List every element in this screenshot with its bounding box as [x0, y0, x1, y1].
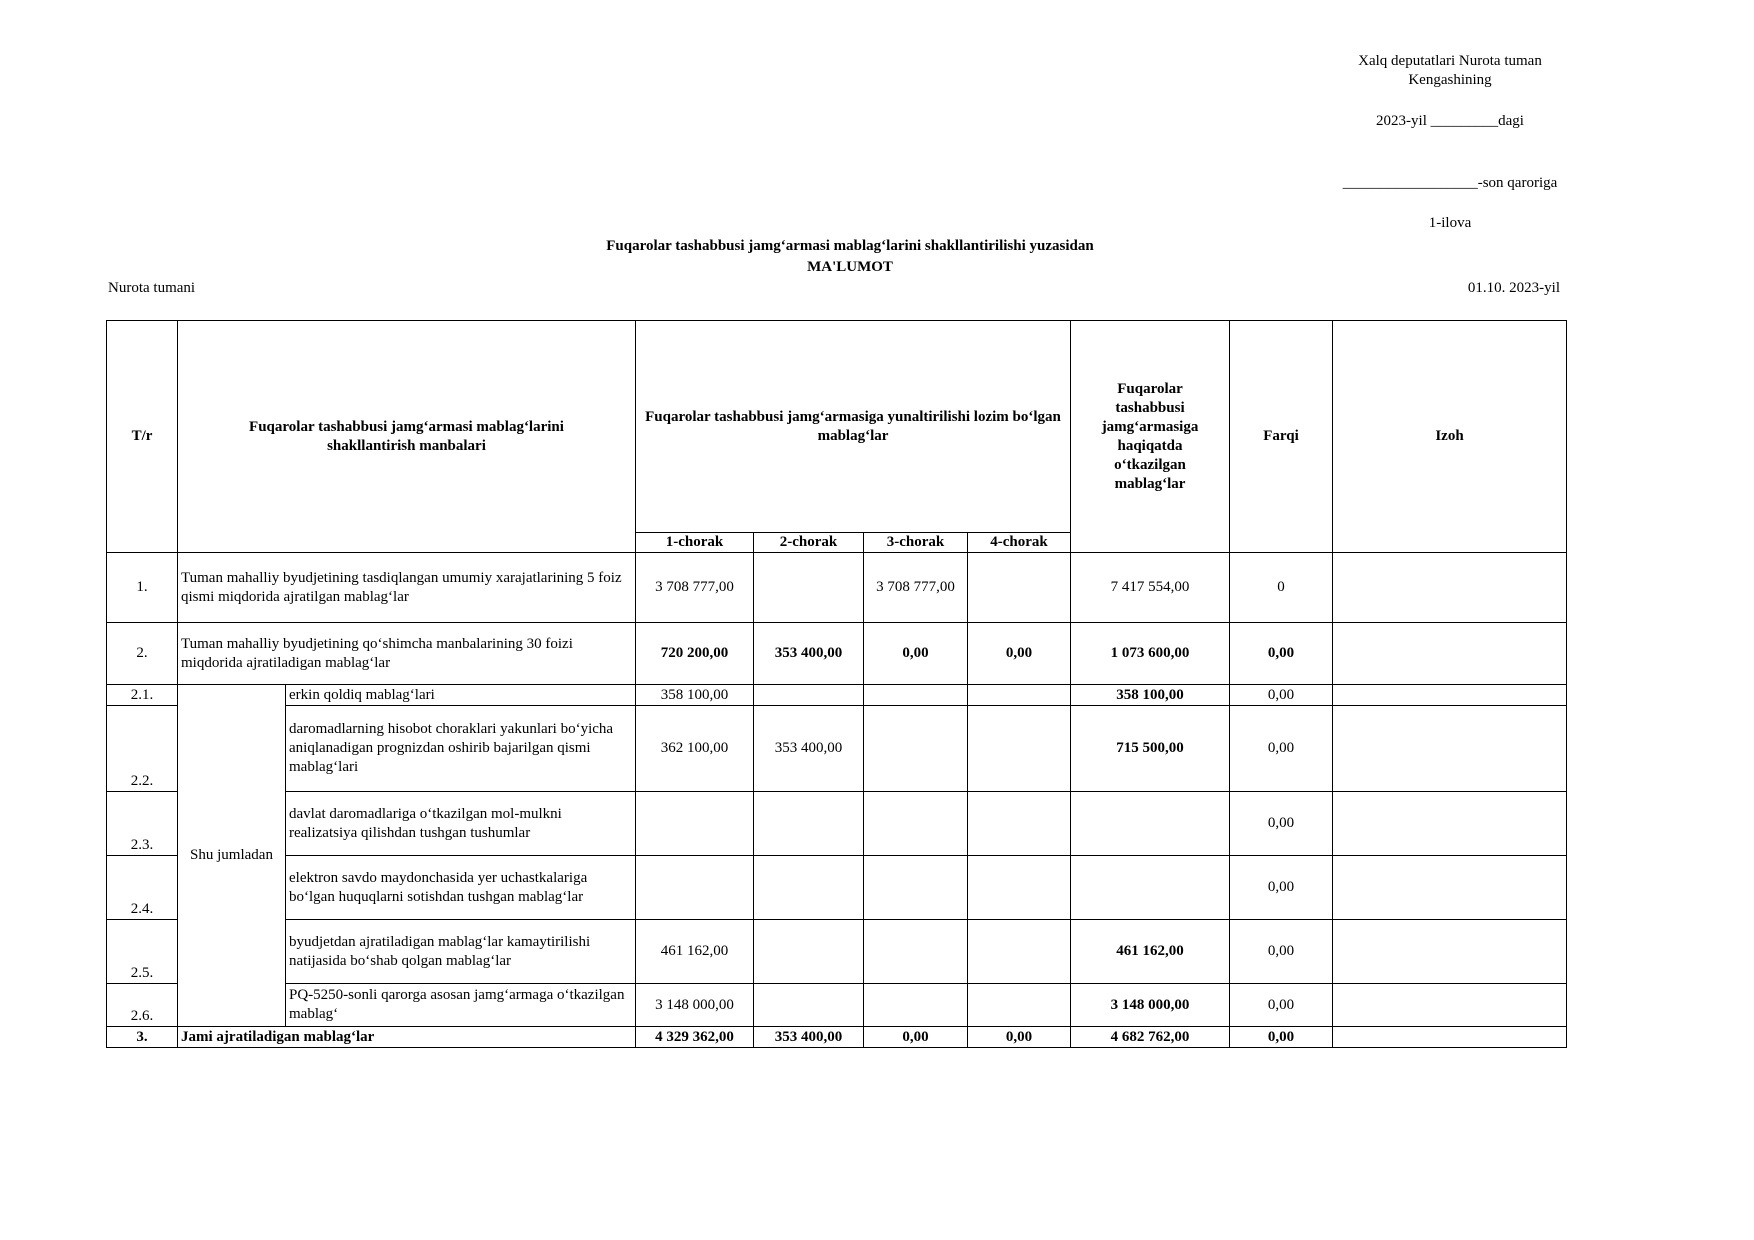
cell-actual	[1071, 792, 1230, 856]
cell-q1: 3 148 000,00	[636, 984, 754, 1027]
row-number: 2.2.	[107, 706, 178, 792]
row-number: 3.	[107, 1027, 178, 1048]
cell-q4	[968, 984, 1071, 1027]
cell-diff: 0,00	[1230, 685, 1333, 706]
cell-actual	[1071, 856, 1230, 920]
cell-q2	[754, 920, 864, 984]
header-row	[107, 321, 1567, 533]
cell-actual: 715 500,00	[1071, 706, 1230, 792]
cell-actual: 4 682 762,00	[1071, 1027, 1230, 1048]
column-header-actual: Fuqarolar tashabbusi jamg‘armasiga haqiqatda o‘tkazilgan mablag‘lar	[1071, 321, 1230, 553]
approval-line-1: Xalq deputatlari Nurota tuman	[1358, 53, 1542, 69]
table-row	[107, 920, 1567, 984]
row-number: 2.	[107, 623, 178, 685]
cell-q4	[968, 685, 1071, 706]
cell-actual: 1 073 600,00	[1071, 623, 1230, 685]
cell-actual: 461 162,00	[1071, 920, 1230, 984]
total-row	[107, 1027, 1567, 1048]
cell-diff: 0,00	[1230, 623, 1333, 685]
cell-note	[1333, 984, 1567, 1027]
row-number: 2.4.	[107, 856, 178, 920]
approval-decree: __________________-son qaroriga	[1342, 175, 1558, 191]
cell-q1	[636, 856, 754, 920]
cell-note	[1333, 856, 1567, 920]
cell-q2	[754, 792, 864, 856]
column-header-diff: Farqi	[1230, 321, 1333, 553]
district-name: Nurota tumani	[108, 280, 196, 296]
row-number: 2.6.	[107, 984, 178, 1027]
cell-q3: 0,00	[864, 623, 968, 685]
cell-q1	[636, 792, 754, 856]
cell-q2: 353 400,00	[754, 1027, 864, 1048]
row-label: Tuman mahalliy byudjetining tasdiqlangan umumiy xarajatlarining 5 foiz qismi miqdorida ajratilgan mablag‘lar	[178, 553, 636, 623]
cell-q2	[754, 984, 864, 1027]
cell-q3	[864, 792, 968, 856]
row-label: daromadlarning hisobot choraklari yakunlari bo‘yicha aniqlanadigan prognizdan oshirib bajarilgan qismi mablag‘lari	[286, 706, 636, 792]
column-header-q1: 1-chorak	[636, 533, 754, 553]
document-date: 01.10. 2023-yil	[1467, 280, 1560, 296]
column-header-note: Izoh	[1333, 321, 1567, 553]
cell-q1: 358 100,00	[636, 685, 754, 706]
cell-diff: 0,00	[1230, 1027, 1333, 1048]
cell-q2	[754, 685, 864, 706]
cell-q4: 0,00	[968, 623, 1071, 685]
cell-diff: 0,00	[1230, 792, 1333, 856]
table-row	[107, 553, 1567, 623]
cell-note	[1333, 553, 1567, 623]
cell-note	[1333, 685, 1567, 706]
cell-q1: 3 708 777,00	[636, 553, 754, 623]
table-row	[107, 792, 1567, 856]
cell-note	[1333, 920, 1567, 984]
row-number: 2.5.	[107, 920, 178, 984]
column-header-no: T/r	[107, 321, 178, 553]
table-row	[107, 706, 1567, 792]
cell-note	[1333, 706, 1567, 792]
cell-q3: 0,00	[864, 1027, 968, 1048]
cell-actual: 7 417 554,00	[1071, 553, 1230, 623]
row-label: byudjetdan ajratiladigan mablag‘lar kamaytirilishi natijasida bo‘shab qolgan mablag‘lar	[286, 920, 636, 984]
cell-q2: 353 400,00	[754, 623, 864, 685]
table-row	[107, 685, 1567, 706]
cell-q3: 3 708 777,00	[864, 553, 968, 623]
cell-diff: 0,00	[1230, 984, 1333, 1027]
column-header-q2: 2-chorak	[754, 533, 864, 553]
cell-q3	[864, 685, 968, 706]
cell-actual: 358 100,00	[1071, 685, 1230, 706]
cell-q3	[864, 920, 968, 984]
cell-diff: 0,00	[1230, 920, 1333, 984]
funds-table	[106, 320, 1567, 1048]
document-title: Fuqarolar tashabbusi jamg‘armasi mablag‘larini shakllantirilishi yuzasidan	[606, 238, 1094, 254]
table-row	[107, 623, 1567, 685]
cell-q1: 461 162,00	[636, 920, 754, 984]
cell-q1: 4 329 362,00	[636, 1027, 754, 1048]
approval-line-2: Kengashining	[1408, 72, 1492, 88]
column-header-q3: 3-chorak	[864, 533, 968, 553]
cell-diff: 0,00	[1230, 856, 1333, 920]
cell-q4	[968, 920, 1071, 984]
cell-q3	[864, 984, 968, 1027]
cell-q2: 353 400,00	[754, 706, 864, 792]
row-number: 2.3.	[107, 792, 178, 856]
column-header-sources: Fuqarolar tashabbusi jamg‘armasi mablag‘larini shakllantirish manbalari	[178, 321, 636, 553]
cell-q4	[968, 856, 1071, 920]
table-row	[107, 856, 1567, 920]
row-label: davlat daromadlariga o‘tkazilgan mol-mulkni realizatsiya qilishdan tushgan tushumlar	[286, 792, 636, 856]
row-label: erkin qoldiq mablag‘lari	[286, 685, 636, 706]
row-label: Tuman mahalliy byudjetining qo‘shimcha manbalarining 30 foizi miqdorida ajratiladigan mablag‘lar	[178, 623, 636, 685]
approval-date: 2023-yil _________dagi	[1376, 113, 1524, 129]
cell-q1: 720 200,00	[636, 623, 754, 685]
column-header-q4: 4-chorak	[968, 533, 1071, 553]
cell-diff: 0,00	[1230, 706, 1333, 792]
row-number: 2.1.	[107, 685, 178, 706]
cell-q4	[968, 792, 1071, 856]
cell-q3	[864, 856, 968, 920]
table-row	[107, 984, 1567, 1027]
cell-note	[1333, 1027, 1567, 1048]
cell-q2	[754, 856, 864, 920]
row-label: elektron savdo maydonchasida yer uchastkalariga bo‘lgan huquqlarni sotishdan tushgan mablag‘lar	[286, 856, 636, 920]
cell-q4	[968, 553, 1071, 623]
approval-annex: 1-ilova	[1428, 215, 1472, 231]
row-label: PQ-5250-sonli qarorga asosan jamg‘armaga o‘tkazilgan mablag‘	[286, 984, 636, 1027]
cell-q1: 362 100,00	[636, 706, 754, 792]
cell-note	[1333, 623, 1567, 685]
column-header-planned: Fuqarolar tashabbusi jamg‘armasiga yunaltirilishi lozim bo‘lgan mablag‘lar	[636, 321, 1071, 533]
cell-q2	[754, 553, 864, 623]
group-label: Shu jumladan	[178, 685, 286, 1027]
cell-diff: 0	[1230, 553, 1333, 623]
cell-q4	[968, 706, 1071, 792]
cell-actual: 3 148 000,00	[1071, 984, 1230, 1027]
document-subtitle: MA'LUMOT	[807, 259, 893, 275]
row-label: Jami ajratiladigan mablag‘lar	[178, 1027, 636, 1048]
cell-q3	[864, 706, 968, 792]
cell-note	[1333, 792, 1567, 856]
cell-q4: 0,00	[968, 1027, 1071, 1048]
row-number: 1.	[107, 553, 178, 623]
